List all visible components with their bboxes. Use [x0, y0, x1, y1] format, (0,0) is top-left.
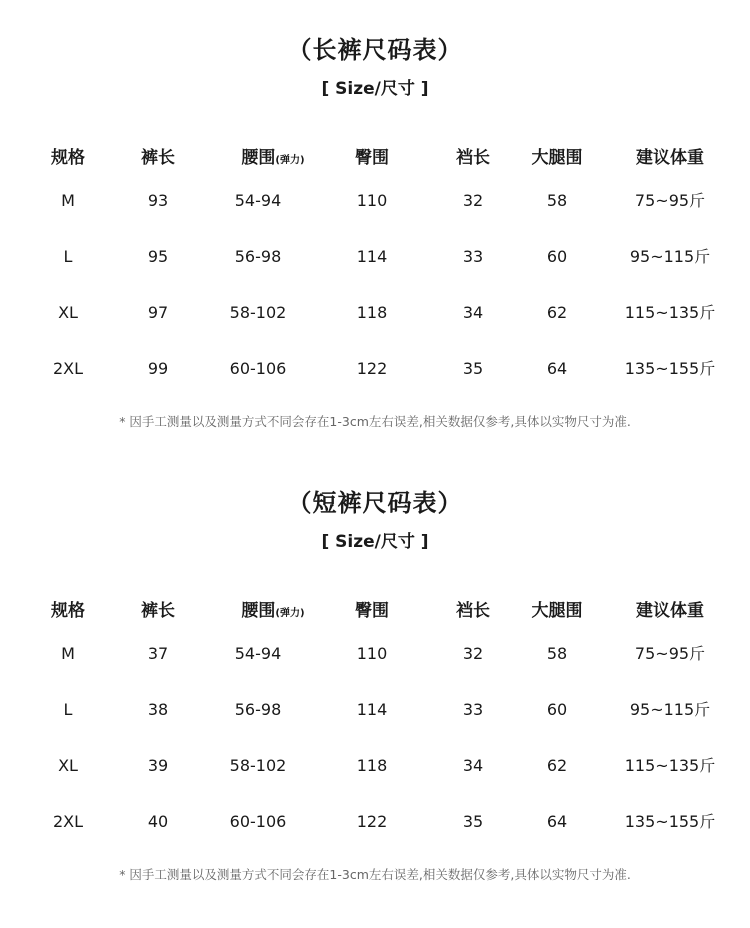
cell-thigh: 62 [546, 303, 568, 322]
table-row [0, 698, 750, 722]
cell-thigh: 62 [546, 756, 568, 775]
cell-pants-length: 40 [147, 812, 169, 831]
cell-rise: 35 [462, 812, 484, 831]
cell-rise: 35 [462, 359, 484, 378]
cell-waist: 54-94 [234, 191, 282, 210]
cell-hip: 122 [356, 359, 388, 378]
cell-hip: 110 [356, 191, 388, 210]
cell-weight: 135~155斤 [624, 812, 716, 831]
cell-rise: 32 [462, 191, 484, 210]
table-row [0, 357, 750, 381]
cell-rise: 33 [462, 700, 484, 719]
header-hip: 臀围 [355, 148, 389, 168]
cell-pants-length: 93 [147, 191, 169, 210]
cell-weight: 115~135斤 [624, 756, 716, 775]
chart-title: （短裤尺码表） [287, 489, 463, 517]
header-size: 规格 [51, 148, 85, 168]
cell-waist: 56-98 [234, 247, 282, 266]
cell-hip: 118 [356, 756, 388, 775]
cell-weight: 115~135斤 [624, 303, 716, 322]
cell-hip: 122 [356, 812, 388, 831]
chart-subtitle: [ Size/尺寸 ] [321, 532, 429, 552]
table-header-row [0, 599, 750, 623]
table-row [0, 301, 750, 325]
header-pants-length: 裤长 [141, 148, 175, 168]
cell-thigh: 64 [546, 359, 568, 378]
cell-waist: 58-102 [229, 303, 287, 322]
cell-hip: 114 [356, 247, 388, 266]
cell-pants-length: 97 [147, 303, 169, 322]
header-waist-note: (弹力) [275, 155, 305, 166]
header-rise: 裆长 [456, 601, 490, 621]
cell-size: XL [58, 756, 78, 775]
header-waist [241, 599, 304, 626]
cell-weight: 95~115斤 [629, 700, 711, 719]
cell-waist: 60-106 [229, 359, 287, 378]
cell-waist: 60-106 [229, 812, 287, 831]
header-thigh: 大腿围 [531, 148, 583, 168]
cell-pants-length: 99 [147, 359, 169, 378]
cell-rise: 32 [462, 644, 484, 663]
cell-size: XL [58, 303, 78, 322]
chart-title: （长裤尺码表） [287, 36, 463, 64]
header-rise: 裆长 [456, 148, 490, 168]
cell-thigh: 58 [546, 644, 568, 663]
header-weight: 建议体重 [636, 601, 704, 621]
cell-weight: 75~95斤 [634, 644, 706, 663]
cell-thigh: 60 [546, 247, 568, 266]
cell-rise: 34 [462, 756, 484, 775]
table-row [0, 189, 750, 213]
cell-size: M [61, 191, 75, 210]
cell-hip: 118 [356, 303, 388, 322]
cell-waist: 54-94 [234, 644, 282, 663]
cell-size: L [63, 247, 73, 266]
header-waist [241, 146, 304, 173]
cell-weight: 75~95斤 [634, 191, 706, 210]
header-weight: 建议体重 [636, 148, 704, 168]
cell-size: M [61, 644, 75, 663]
cell-pants-length: 38 [147, 700, 169, 719]
measurement-note: * 因手工测量以及测量方式不同会存在1-3cm左右误差,相关数据仅参考,具体以实物尺寸为准. [119, 414, 631, 429]
cell-pants-length: 39 [147, 756, 169, 775]
header-waist-note: (弹力) [275, 608, 305, 619]
cell-rise: 34 [462, 303, 484, 322]
header-pants-length: 裤长 [141, 601, 175, 621]
cell-pants-length: 37 [147, 644, 169, 663]
cell-size: 2XL [52, 812, 84, 831]
table-row [0, 810, 750, 834]
cell-thigh: 60 [546, 700, 568, 719]
cell-pants-length: 95 [147, 247, 169, 266]
header-hip: 臀围 [355, 601, 389, 621]
cell-size: L [63, 700, 73, 719]
measurement-note: * 因手工测量以及测量方式不同会存在1-3cm左右误差,相关数据仅参考,具体以实物尺寸为准. [119, 867, 631, 882]
header-size: 规格 [51, 601, 85, 621]
table-header-row [0, 146, 750, 170]
cell-thigh: 58 [546, 191, 568, 210]
chart-subtitle: [ Size/尺寸 ] [321, 79, 429, 99]
table-row [0, 754, 750, 778]
cell-waist: 58-102 [229, 756, 287, 775]
cell-hip: 110 [356, 644, 388, 663]
cell-size: 2XL [52, 359, 84, 378]
header-waist-label: 腰围 [241, 148, 276, 168]
table-row [0, 642, 750, 666]
header-waist-label: 腰围 [241, 601, 276, 621]
cell-weight: 135~155斤 [624, 359, 716, 378]
header-thigh: 大腿围 [531, 601, 583, 621]
cell-waist: 56-98 [234, 700, 282, 719]
cell-thigh: 64 [546, 812, 568, 831]
cell-weight: 95~115斤 [629, 247, 711, 266]
table-row [0, 245, 750, 269]
cell-hip: 114 [356, 700, 388, 719]
cell-rise: 33 [462, 247, 484, 266]
